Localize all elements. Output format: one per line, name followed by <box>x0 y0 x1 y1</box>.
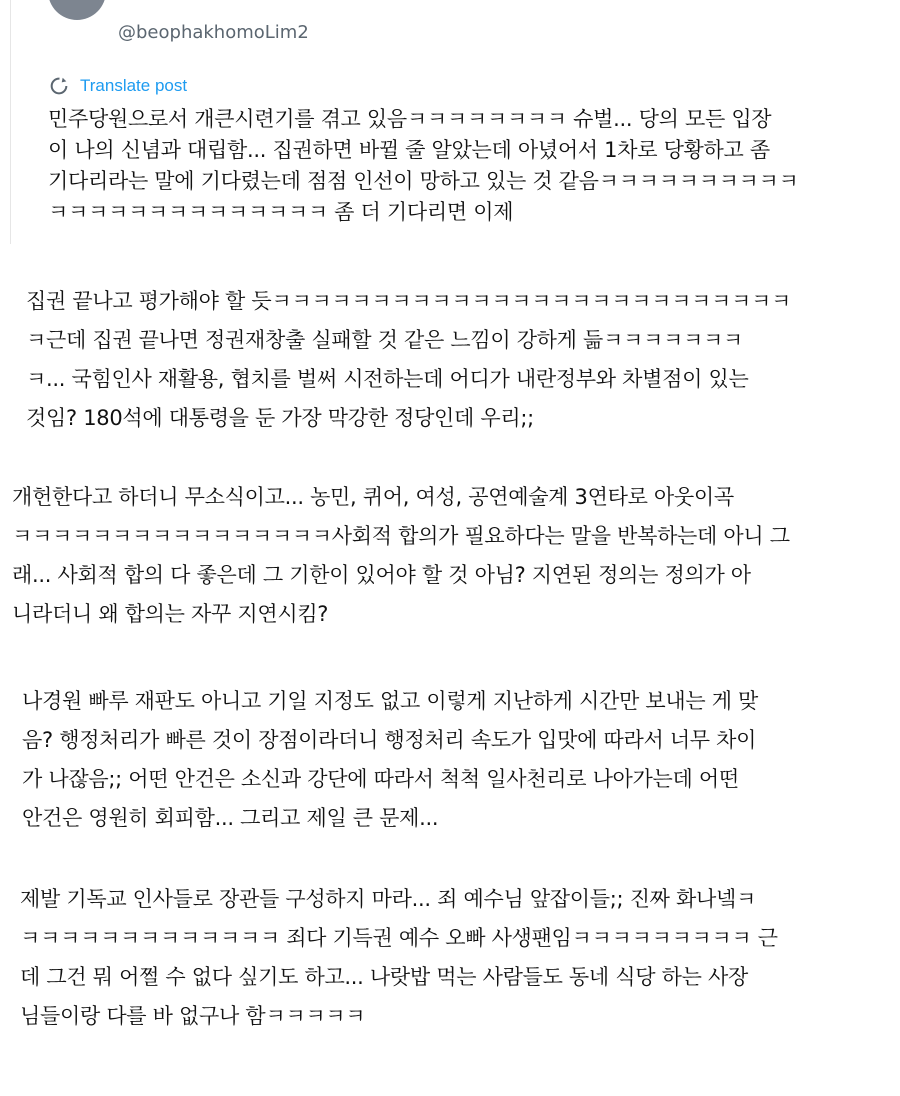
translate-post-label[interactable]: Translate post <box>80 76 188 95</box>
user-handle[interactable]: @beophakhomoLim2 <box>118 22 309 43</box>
paragraph-4: 제발 기독교 인사들로 장관들 구성하지 마라... 죄 예수님 앞잡이들;; 진짜 화나넼ㅋ ㅋㅋㅋㅋㅋㅋㅋㅋㅋㅋㅋㅋㅋ 죄다 기득권 예수 오빠 사생팬임ㅋㅋㅋㅋㅋㅋㅋㅋㅋ 근 데 그건 뭐 어쩔 수 없다 싶기도 하고... 나랏밥 먹는 사람들도 동네 식당 하는 사장 님들이랑 다를 바 없구나 함ㅋㅋㅋㅋㅋ <box>20 887 778 1028</box>
paragraph-3: 나경원 빠루 재판도 아니고 기일 지정도 없고 이렇게 지난하게 시간만 보내는 게 맞 음? 행정처리가 빠른 것이 장점이라더니 행정처리 속도가 입맛에 따라서 너무 차이 가 나잖음;; 어떤 안건은 소신과 강단에 따라서 척척 일사천리로 나아가는데 어떤 안건은 영원히 회피함... 그리고 제일 큰 문제... <box>22 689 759 830</box>
avatar[interactable] <box>48 0 106 20</box>
translate-post-button[interactable] <box>48 75 187 97</box>
card-divider <box>10 0 11 244</box>
post-body-text: 민주당원으로서 개큰시련기를 겪고 있음ㅋㅋㅋㅋㅋㅋㅋㅋ 슈벌... 당의 모든 입장 이 나의 신념과 대립함... 집권하면 바뀔 줄 알았는데 아녔어서 1차로 당황하고 좀 기다리라는 말에 기다렸는데 점점 인선이 망하고 있는 것 같음ㅋㅋㅋㅋㅋㅋㅋㅋㅋㅋ ㅋㅋㅋㅋㅋㅋㅋㅋㅋㅋㅋㅋㅋㅋ 좀 더 기다리면 이제 <box>48 107 799 224</box>
paragraph-2: 개헌한다고 하더니 무소식이고... 농민, 퀴어, 여성, 공연예술계 3연타로 아웃이곡 ㅋㅋㅋㅋㅋㅋㅋㅋㅋㅋㅋㅋㅋㅋㅋㅋ사회적 합의가 필요하다는 말을 반복하는데 아니 그 래... 사회적 합의 다 좋은데 그 기한이 있어야 할 것 아님? 지연된 정의는 정의가 아 니라더니 왜 합의는 자꾸 지연시킴? <box>12 485 790 626</box>
translate-icon <box>48 75 70 97</box>
post-card <box>10 0 890 244</box>
paragraph-1: 집권 끝나고 평가해야 할 듯ㅋㅋㅋㅋㅋㅋㅋㅋㅋㅋㅋㅋㅋㅋㅋㅋㅋㅋㅋㅋㅋㅋㅋㅋㅋㅋ ㅋ근데 집권 끝나면 정권재창출 실패할 것 같은 느낌이 강하게 듦ㅋㅋㅋㅋㅋㅋㅋ ㅋ... 국힘인사 재활용, 협치를 벌써 시전하는데 어디가 내란정부와 차별점이 있는 것임? 180석에 대통령을 둔 가장 막강한 정당인데 우리;; <box>26 289 791 430</box>
